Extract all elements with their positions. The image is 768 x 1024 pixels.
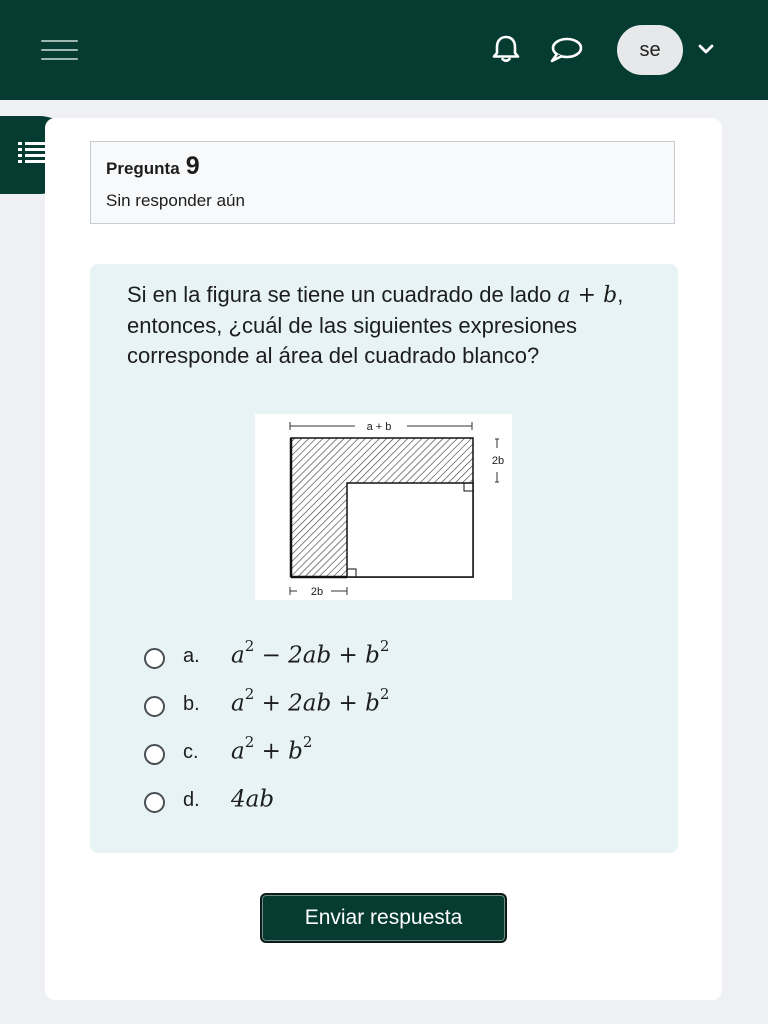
question-status: Sin responder aún <box>106 191 245 210</box>
question-info-box <box>90 141 675 224</box>
question-card <box>45 118 722 1000</box>
option-expression <box>231 685 390 717</box>
expr-part: − 2ab + b <box>254 642 380 669</box>
expr-exp: 2 <box>379 637 390 655</box>
option-d[interactable] <box>140 780 540 828</box>
question-figure <box>255 414 512 600</box>
square-diagram <box>255 414 512 600</box>
radio-c[interactable] <box>144 744 165 765</box>
expr-part: a <box>231 738 245 765</box>
question-number: 9 <box>185 152 200 180</box>
option-b[interactable] <box>140 684 540 732</box>
option-c[interactable] <box>140 732 540 780</box>
option-expression <box>231 637 390 669</box>
option-expression <box>231 733 313 765</box>
submit-answer-button[interactable]: Enviar respuesta <box>260 893 507 943</box>
expr-exp: 2 <box>244 637 255 655</box>
chevron-down-icon[interactable] <box>697 42 715 56</box>
math-a: a <box>557 283 571 308</box>
expr-part: + b <box>254 738 303 765</box>
option-letter: b. <box>183 693 200 715</box>
math-op: + <box>577 283 597 308</box>
chat-icon[interactable] <box>547 36 585 64</box>
expr-part: 4ab <box>231 786 275 813</box>
question-title <box>106 152 200 181</box>
option-letter: c. <box>183 741 199 763</box>
question-content <box>90 264 678 853</box>
radio-b[interactable] <box>144 696 165 717</box>
question-math <box>558 283 618 308</box>
radio-a[interactable] <box>144 648 165 669</box>
expr-exp: 2 <box>379 685 390 703</box>
question-label: Pregunta <box>106 159 180 178</box>
option-expression <box>231 784 274 813</box>
question-text <box>127 280 627 371</box>
option-letter: a. <box>183 645 200 667</box>
menu-icon[interactable] <box>41 38 78 62</box>
top-navbar <box>0 0 768 100</box>
figure-bottom-label: 2b <box>310 586 324 598</box>
answer-options <box>140 636 540 828</box>
question-text-part2: , entonces, ¿cuál de las siguientes expresiones corresponde al área del cuadrado blanco? <box>127 282 624 368</box>
expr-part: a <box>231 642 245 669</box>
option-letter: d. <box>183 789 200 811</box>
question-text-part1: Si en la figura se tiene un cuadrado de lado <box>127 282 558 307</box>
math-b: b <box>603 283 618 308</box>
expr-part: a <box>231 690 245 717</box>
bell-icon[interactable] <box>489 34 523 64</box>
expr-exp: 2 <box>302 733 313 751</box>
figure-right-label: 2b <box>491 455 505 467</box>
expr-exp: 2 <box>244 733 255 751</box>
figure-top-label: a + b <box>366 421 392 433</box>
expr-part: + 2ab + b <box>254 690 380 717</box>
radio-d[interactable] <box>144 792 165 813</box>
option-a[interactable] <box>140 636 540 684</box>
expr-exp: 2 <box>244 685 255 703</box>
user-avatar[interactable]: se <box>617 25 683 75</box>
